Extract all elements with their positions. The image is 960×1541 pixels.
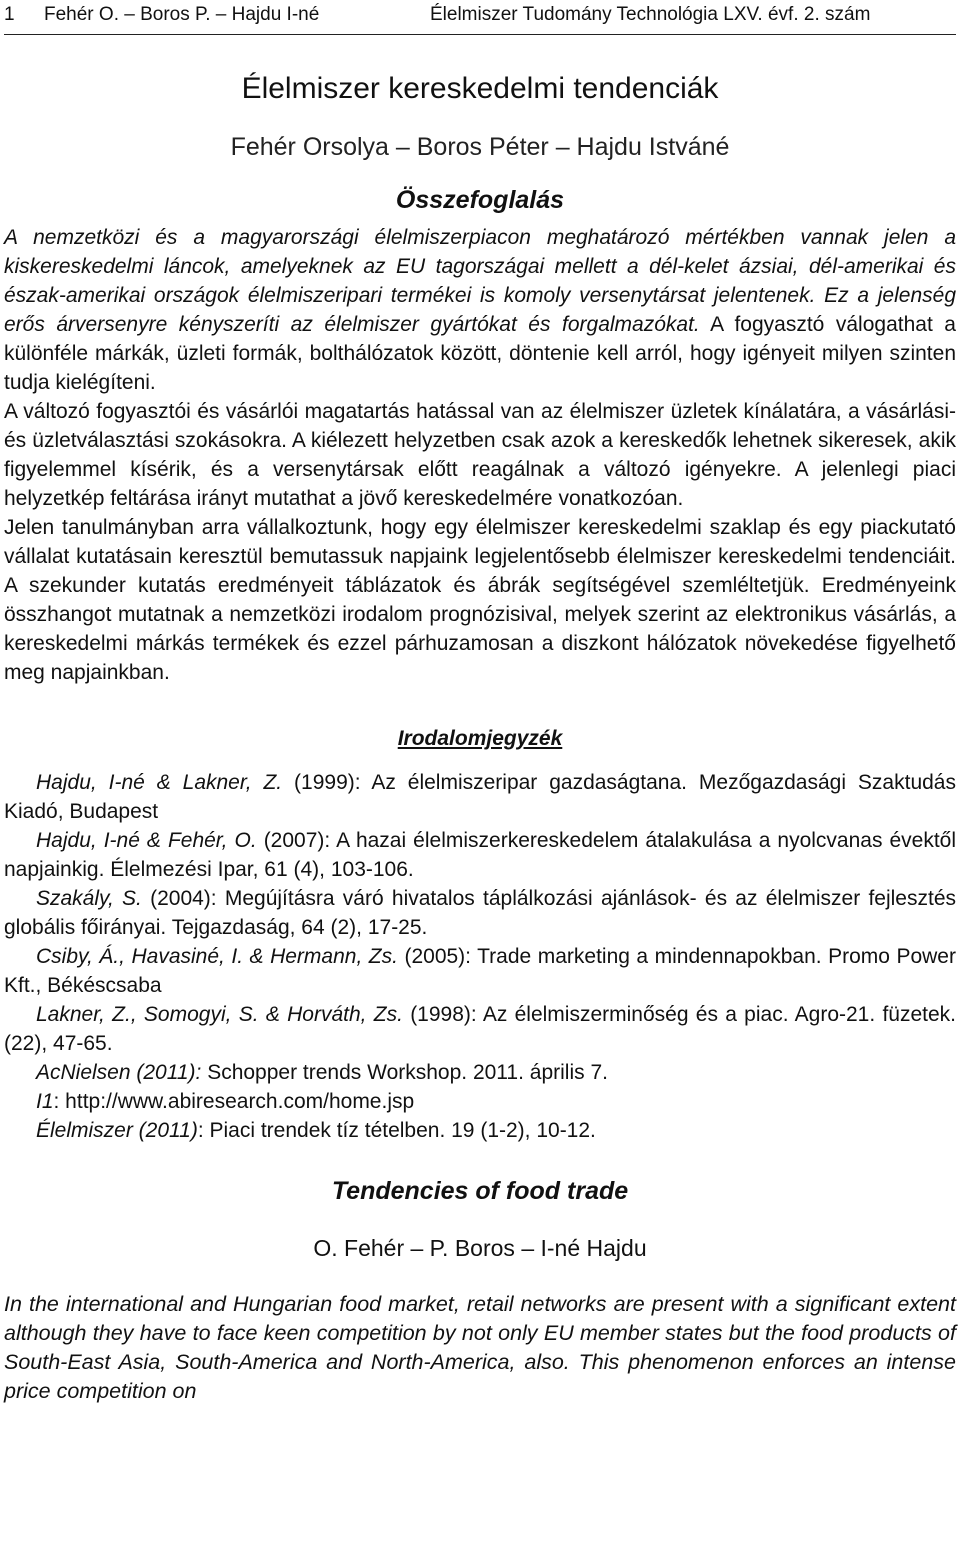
english-abstract-text: In the international and Hungarian food market, retail networks are present with a significant extent although they have to face keen competition by not only EU member states but the food products of South-East Asia, South-America and North-America, also. This phenomenon enforces an intense price competition on bbox=[4, 1292, 956, 1403]
reference-item bbox=[4, 942, 956, 1000]
english-authors: O. Fehér – P. Boros – I-né Hajdu bbox=[313, 1235, 647, 1261]
english-title: Tendencies of food trade bbox=[331, 1177, 629, 1205]
header-authors: Fehér O. – Boros P. – Hajdu I-né bbox=[44, 4, 320, 25]
summary-paragraph-3: Jelen tanulmányban arra vállalkoztunk, hogy egy élelmiszer kereskedelmi szaklap és egy piackutató vállalat kutatásain keresztül bemutassuk napjaink legjelentősebb élelmiszer kereskedelmi tendenciáit. A szekunder kutatás eredményeit táblázatok és ábrák segítségével szemléltetjük. Eredményeink összhangot mutatnak a nemzetközi irodalom prognózisival, melyek szerint az elektronikus vásárlás, a kereskedelmi márkás termékek és ezzel párhuzamosan a diszkont hálózatok növekedése figyelhető meg napjainkban. bbox=[4, 516, 956, 684]
reference-item bbox=[4, 884, 956, 942]
reference-text: (1999): Az élelmiszeripar gazdaságtana. Mezőgazdasági Szaktudás Kiadó, Budapest bbox=[4, 771, 956, 823]
reference-text: Schopper trends Workshop. 2011. április 7. bbox=[201, 1061, 608, 1084]
reference-item bbox=[4, 1058, 956, 1087]
reference-text: : http://www.abiresearch.com/home.jsp bbox=[53, 1090, 415, 1113]
reference-authors: Élelmiszer (2011) bbox=[36, 1119, 198, 1142]
reference-authors: Hajdu, I-né & Lakner, Z. bbox=[36, 771, 283, 794]
summary-heading: Összefoglalás bbox=[395, 186, 565, 214]
reference-text: (2005): Trade marketing a mindennapokban. Promo Power Kft., Békéscsaba bbox=[4, 945, 956, 997]
reference-item bbox=[4, 768, 956, 826]
reference-item bbox=[4, 1087, 956, 1116]
reference-authors: Csiby, Á., Havasiné, I. & Hermann, Zs. bbox=[36, 945, 398, 968]
reference-text: (2004): Megújításra váró hivatalos táplálkozási ajánlások- és az élelmiszer fejlesztés globális főirányai. Tejgazdaság, 64 (2), 17-25. bbox=[4, 887, 956, 939]
reference-authors: Lakner, Z., Somogyi, S. & Horváth, Zs. bbox=[36, 1003, 403, 1026]
references-list bbox=[4, 768, 956, 1145]
running-header bbox=[4, 0, 956, 35]
header-journal: Élelmiszer Tudomány Technológia LXV. évf. 2. szám bbox=[430, 4, 871, 25]
reference-authors: AcNielsen (2011): bbox=[36, 1061, 202, 1084]
summary-italic-text: A nemzetközi és a magyarországi élelmiszerpiacon meghatározó mértékben vannak jelen a kiskereskedelmi láncok, amelyeknek az EU tagországai mellett a dél-kelet ázsiai, dél-amerikai és észak-amerikai országok élelmiszeripari termékei is komoly versenytársat jelentenek. Ez a jelenség erős árversenyre kényszeríti az élelmiszer gyártókat és forgalmazókat. bbox=[4, 226, 956, 336]
reference-item bbox=[4, 1116, 956, 1145]
references-heading: Irodalomjegyzék bbox=[397, 727, 563, 750]
reference-text: : Piaci trendek tíz tételben. 19 (1-2), 10-12. bbox=[197, 1119, 596, 1142]
reference-text: (2007): A hazai élelmiszerkereskedelem átalakulása a nyolcvanas évektől napjainkig. Élelmezési Ipar, 61 (4), 103-106. bbox=[4, 829, 957, 881]
summary-paragraph-2: A változó fogyasztói és vásárlói magatartás hatással van az élelmiszer üzletek kínálatára, a vásárlási- és üzletválasztási szokásokra. A kiélezett helyzetben csak azok a kereskedők lehetnek sikeresek, akik figyelemmel kísérik, és a versenytársak előtt reagálnak a változó igényekre. A jelenlegi piaci helyzetkép feltárása irányt mutathat a jövő kereskedelmére vonatkozóan. bbox=[4, 400, 956, 510]
paper-title: Élelmiszer kereskedelmi tendenciák bbox=[241, 72, 719, 105]
reference-authors: I1 bbox=[36, 1090, 54, 1113]
summary-paragraph-1 bbox=[4, 223, 956, 397]
summary-p1-rest: A fogyasztó válogathat a különféle márkák, üzleti formák, bolthálózatok között, döntenie kell arról, hogy igényeit milyen szinten tudja kielégíteni. bbox=[4, 313, 956, 394]
paper-authors: Fehér Orsolya – Boros Péter – Hajdu Istváné bbox=[230, 133, 730, 161]
reference-text: (1998): Az élelmiszerminőség és a piac. Agro-21. füzetek. (22), 47-65. bbox=[4, 1003, 956, 1055]
summary-body bbox=[4, 223, 956, 687]
reference-item bbox=[4, 1000, 956, 1058]
reference-authors: Szakály, S. bbox=[36, 887, 142, 910]
page-number: 1 bbox=[4, 4, 15, 25]
english-abstract bbox=[4, 1290, 956, 1406]
reference-authors: Hajdu, I-né & Fehér, O. bbox=[36, 829, 257, 852]
reference-item bbox=[4, 826, 956, 884]
